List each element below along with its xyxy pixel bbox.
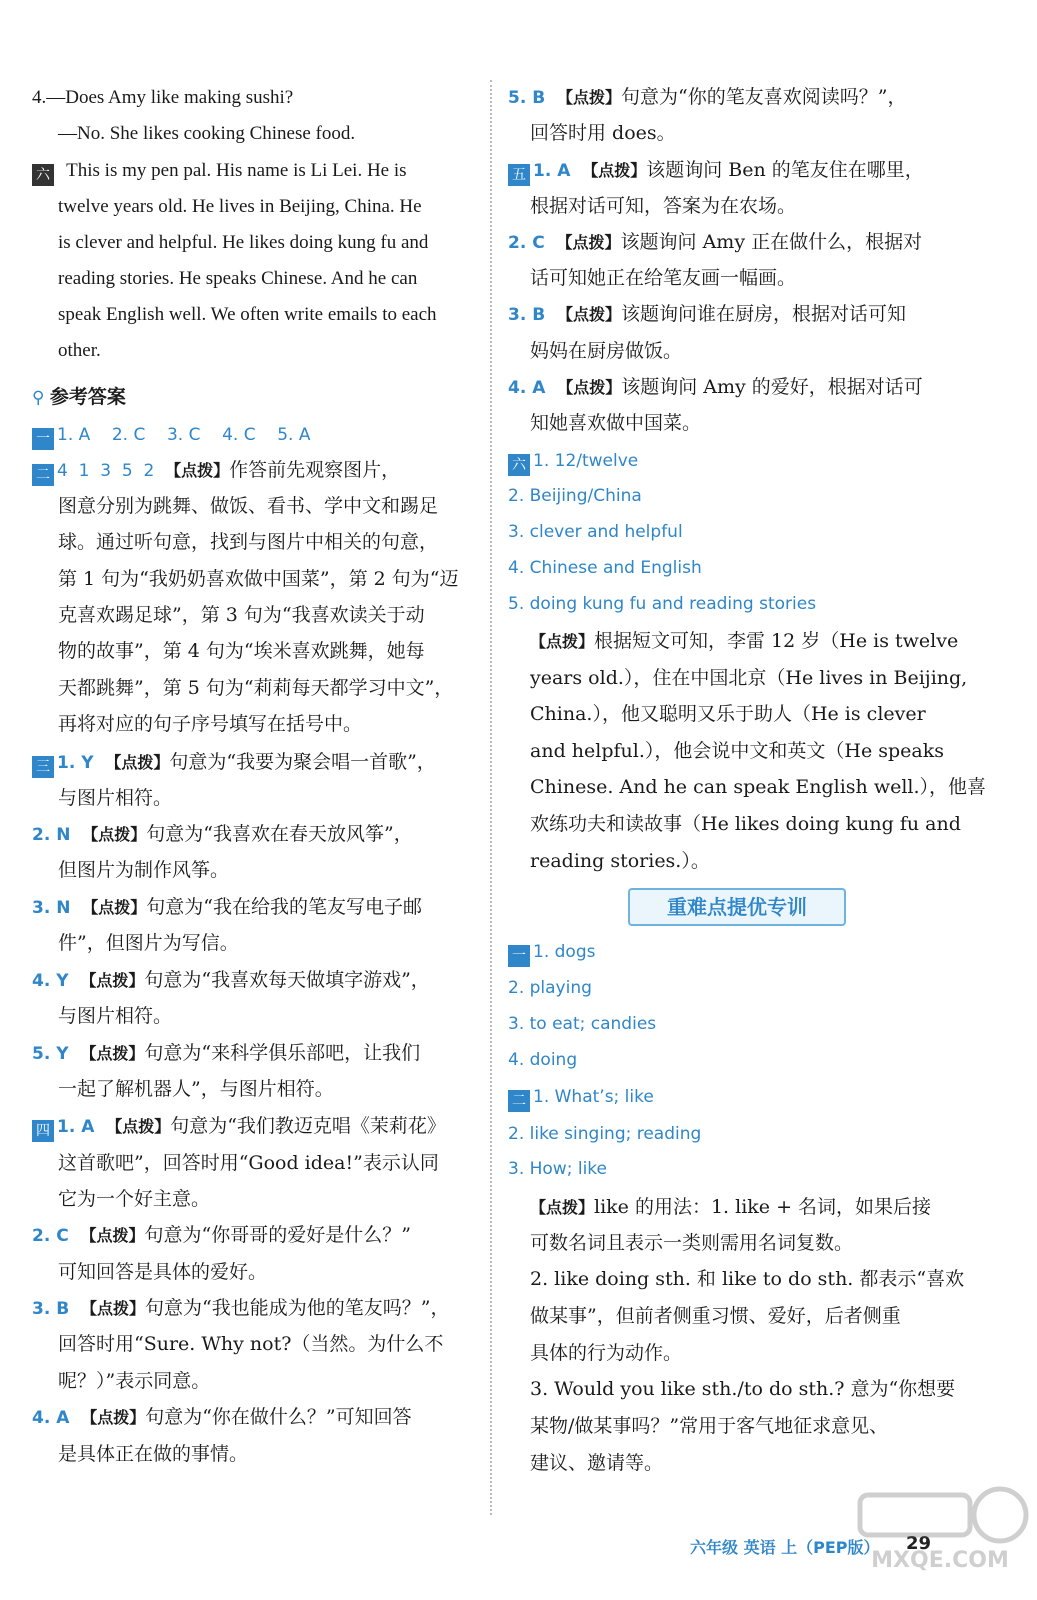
answer-text: 5. Y bbox=[32, 1044, 81, 1064]
text-span: reading stories.）。 bbox=[530, 850, 710, 872]
left-line bbox=[58, 1259, 267, 1287]
text-span: 做某事”，但前者侧重习惯、爱好，后者侧重 bbox=[530, 1305, 901, 1327]
text-span: 呢？）”表示同意。 bbox=[58, 1370, 211, 1392]
left-line bbox=[58, 493, 438, 521]
hint-tag: 【点拨】 bbox=[80, 971, 145, 990]
right-line bbox=[530, 1194, 931, 1222]
text-span: 该题询问 Amy 正在做什么，根据对 bbox=[620, 231, 923, 253]
left-line bbox=[32, 384, 126, 412]
text-span: 回答时用“Sure. Why not?（当然。为什么不 bbox=[58, 1333, 444, 1355]
text-span: 但图片为制作风筝。 bbox=[58, 859, 230, 881]
watermark-text: MXQE.COM bbox=[871, 1548, 1009, 1573]
right-line bbox=[530, 1340, 682, 1368]
text-span: 建议、邀请等。 bbox=[530, 1452, 664, 1474]
right-line bbox=[508, 301, 906, 329]
section-marker: 一 bbox=[32, 428, 54, 450]
text-span: 是具体正在做的事情。 bbox=[58, 1443, 249, 1465]
right-line bbox=[508, 374, 923, 402]
hint-tag: 【点拨】 bbox=[80, 1044, 145, 1063]
right-line bbox=[530, 774, 986, 802]
answer-text: 2. N bbox=[32, 825, 83, 845]
text-span: 句意为“你在做什么？”可知回答 bbox=[145, 1406, 412, 1428]
text-span: —Does Amy like making sushi? bbox=[46, 87, 294, 108]
right-line bbox=[530, 848, 710, 876]
right-line bbox=[508, 1083, 654, 1111]
answer-text: 3. B bbox=[32, 1299, 81, 1319]
left-line bbox=[32, 457, 400, 485]
text-span: 句意为“我们教迈克唱《茉莉花》 bbox=[170, 1115, 446, 1137]
hint-tag: 【点拨】 bbox=[557, 378, 622, 397]
right-line bbox=[508, 1046, 577, 1074]
hint-tag: 【点拨】 bbox=[105, 753, 170, 772]
section-marker: 四 bbox=[32, 1120, 54, 1142]
hint-tag: 【点拨】 bbox=[81, 1299, 146, 1318]
text-span: 妈妈在厨房做饭。 bbox=[530, 340, 683, 362]
left-line bbox=[58, 229, 428, 257]
text-span: 作答前先观察图片， bbox=[229, 459, 401, 481]
hint-tag: 【点拨】 bbox=[80, 1226, 145, 1245]
answer-text: 5. B bbox=[508, 88, 557, 108]
right-line bbox=[530, 738, 944, 766]
text-span: 第 1 句为“我奶奶喜欢做中国菜”，第 2 句为“迈 bbox=[58, 568, 459, 590]
text-span: 与图片相符。 bbox=[58, 1005, 173, 1027]
text-span: reading stories. He speaks Chinese. And he can bbox=[58, 268, 418, 289]
left-line bbox=[58, 638, 425, 666]
right-line bbox=[530, 811, 961, 839]
right-line bbox=[530, 1376, 955, 1404]
text-span: This is my pen pal. His name is Li Lei. He is bbox=[57, 160, 407, 181]
text-span: 欢练功夫和读故事（He likes doing kung fu and bbox=[530, 813, 961, 835]
text-span: 句意为“我喜欢每天做填字游戏”， bbox=[144, 969, 430, 991]
left-line bbox=[32, 1040, 420, 1068]
left-line bbox=[32, 1113, 446, 1141]
text-span: 物的故事”，第 4 句为“埃米喜欢跳舞，她每 bbox=[58, 640, 425, 662]
text-span: years old.），住在中国北京（He lives in Beijing, bbox=[530, 667, 968, 689]
left-line bbox=[58, 1186, 210, 1214]
text-span: 知她喜欢做中国菜。 bbox=[530, 412, 702, 434]
right-line bbox=[530, 265, 796, 293]
text-span: 根据对话可知，答案为在农场。 bbox=[530, 195, 797, 217]
section-marker: 五 bbox=[508, 164, 530, 186]
column-divider bbox=[490, 80, 492, 1515]
right-line bbox=[530, 338, 682, 366]
left-line bbox=[58, 265, 417, 293]
text-span: 句意为“我要为聚会唱一首歌”， bbox=[169, 751, 436, 773]
answer-text: 4. Y bbox=[32, 971, 81, 991]
right-line bbox=[508, 1010, 656, 1038]
left-line bbox=[58, 711, 362, 739]
section-marker: 六 bbox=[32, 164, 54, 186]
hint-tag: 【点拨】 bbox=[106, 1117, 171, 1136]
right-line bbox=[530, 1230, 853, 1258]
text-span: 某物/做某事吗？”常用于客气地征求意见、 bbox=[530, 1415, 889, 1437]
hint-tag: 【点拨】 bbox=[81, 1408, 146, 1427]
answer-text: 4. doing bbox=[508, 1050, 578, 1070]
text-span: 话可知她正在给笔友画一幅画。 bbox=[530, 267, 797, 289]
text-span: is clever and helpful. He likes doing kung fu and bbox=[58, 232, 429, 253]
right-line bbox=[508, 157, 924, 185]
left-line bbox=[58, 675, 453, 703]
answer-text: 1. A bbox=[57, 1117, 107, 1137]
text-span: 3. Would you like sth./to do sth.? 意为“你想要 bbox=[530, 1378, 956, 1400]
page-footer: 六年级 英语 上（PEP版） bbox=[690, 1538, 880, 1557]
right-line bbox=[530, 1303, 901, 1331]
text-span: like 的用法：1. like + 名词，如果后接 bbox=[594, 1196, 932, 1218]
text-span: 回答时用 does。 bbox=[530, 122, 676, 144]
left-line bbox=[32, 1295, 449, 1323]
text-span: 与图片相符。 bbox=[58, 787, 173, 809]
left-line bbox=[58, 1368, 210, 1396]
answer-text: 1. What’s; like bbox=[533, 1087, 654, 1107]
watermark-logo-icon bbox=[850, 1480, 1030, 1550]
left-line bbox=[58, 1441, 248, 1469]
right-line bbox=[508, 518, 683, 546]
text-span: 可知回答是具体的爱好。 bbox=[58, 1261, 268, 1283]
answer-text: 2. C bbox=[32, 1226, 81, 1246]
text-span: 可数名词且表示一类则需用名词复数。 bbox=[530, 1232, 854, 1254]
hint-tag: 【点拨】 bbox=[82, 825, 147, 844]
section-marker: 二 bbox=[32, 464, 54, 486]
text-span: 句意为“你的笔友喜欢阅读吗？”， bbox=[621, 86, 907, 108]
right-line bbox=[508, 482, 642, 510]
text-span: 克喜欢踢足球”，第 3 句为“我喜欢读关于动 bbox=[58, 604, 425, 626]
answer-text: 5. doing kung fu and reading stories bbox=[508, 594, 817, 614]
left-line bbox=[32, 821, 413, 849]
text-span: 句意为“我喜欢在春天放风筝”， bbox=[146, 823, 413, 845]
right-line bbox=[508, 447, 638, 475]
hint-tag: 【点拨】 bbox=[530, 632, 595, 651]
left-line bbox=[58, 785, 172, 813]
right-line bbox=[508, 1155, 607, 1183]
answer-text: 4. Chinese and English bbox=[508, 558, 702, 578]
section-marker: 六 bbox=[508, 454, 530, 476]
hint-tag: 【点拨】 bbox=[530, 1198, 595, 1217]
text-span: 它为一个好主意。 bbox=[58, 1188, 211, 1210]
right-line bbox=[530, 1266, 964, 1294]
section-marker: 二 bbox=[508, 1090, 530, 1112]
left-line bbox=[58, 602, 425, 630]
answer-text: 2. like singing; reading bbox=[508, 1124, 702, 1144]
section-banner: 重难点提优专训 bbox=[628, 888, 846, 926]
left-line bbox=[32, 894, 422, 922]
left-line bbox=[58, 1331, 443, 1359]
text-span: 句意为“我也能成为他的笔友吗？”， bbox=[145, 1297, 450, 1319]
answer-text: 1. 12/twelve bbox=[533, 451, 639, 471]
left-line bbox=[58, 337, 101, 365]
right-line bbox=[508, 974, 592, 1002]
hint-tag: 【点拨】 bbox=[557, 88, 622, 107]
right-line bbox=[508, 554, 702, 582]
left-line bbox=[58, 193, 422, 221]
answer-text: 1. A 2. C 3. C 4. C 5. A bbox=[57, 425, 311, 445]
left-line bbox=[58, 857, 229, 885]
text-span: 这首歌吧”，回答时用“Good idea!”表示认同 bbox=[58, 1152, 439, 1174]
right-line bbox=[530, 1450, 663, 1478]
right-line bbox=[530, 628, 958, 656]
text-span: 该题询问谁在厨房，根据对话可知 bbox=[621, 303, 907, 325]
answer-text: 1. dogs bbox=[533, 942, 596, 962]
answer-text: 1. Y bbox=[57, 753, 106, 773]
text-span: twelve years old. He lives in Beijing, China. He bbox=[58, 196, 422, 217]
text-span: 句意为“你哥哥的爱好是什么？” bbox=[144, 1224, 411, 1246]
text-span: 图意分别为跳舞、做饭、看书、学中文和踢足 bbox=[58, 495, 439, 517]
text-span: 2. like doing sth. 和 like to do sth. 都表示“喜欢 bbox=[530, 1268, 965, 1290]
left-line bbox=[32, 1222, 411, 1250]
text-span: 句意为“来科学俱乐部吧，让我们 bbox=[144, 1042, 421, 1064]
hint-tag: 【点拨】 bbox=[582, 161, 647, 180]
answer-text: 3. B bbox=[508, 305, 557, 325]
right-line bbox=[508, 590, 816, 618]
left-line bbox=[32, 84, 293, 112]
answer-text: 2. Beijing/China bbox=[508, 486, 642, 506]
left-line bbox=[32, 967, 430, 995]
text-span: China.），他又聪明又乐于助人（He is clever bbox=[530, 703, 926, 725]
answer-text: 2. playing bbox=[508, 978, 592, 998]
text-span: 具体的行为动作。 bbox=[530, 1342, 683, 1364]
answer-text: 4 1 3 5 2 bbox=[57, 461, 166, 481]
watermark bbox=[850, 1480, 1030, 1590]
right-line bbox=[530, 665, 967, 693]
right-line bbox=[530, 410, 701, 438]
answer-text: 2. C bbox=[508, 233, 557, 253]
hint-tag: 【点拨】 bbox=[557, 305, 622, 324]
text-span: 再将对应的句子序号填写在括号中。 bbox=[58, 713, 363, 735]
text-span: 该题询问 Amy 的爱好，根据对话可 bbox=[621, 376, 923, 398]
text-span: 件”，但图片为写信。 bbox=[58, 932, 239, 954]
text-span: —No. She likes cooking Chinese food. bbox=[58, 123, 356, 144]
text-span: 天都跳舞”，第 5 句为“莉莉每天都学习中文”， bbox=[58, 677, 454, 699]
answer-text: 1. A bbox=[533, 161, 583, 181]
section-marker: 一 bbox=[508, 945, 530, 967]
answer-text: 3. clever and helpful bbox=[508, 522, 683, 542]
text-span: 句意为“我在给我的笔友写电子邮 bbox=[146, 896, 423, 918]
hint-tag: 【点拨】 bbox=[82, 898, 147, 917]
section-marker: 三 bbox=[32, 756, 54, 778]
text-span: other. bbox=[58, 340, 101, 361]
left-line bbox=[58, 1003, 172, 1031]
right-line bbox=[508, 1120, 701, 1148]
left-line bbox=[32, 749, 436, 777]
hint-tag: 【点拨】 bbox=[556, 233, 621, 252]
right-line bbox=[508, 938, 595, 966]
text-span: 根据短文可知，李雷 12 岁（He is twelve bbox=[594, 630, 959, 652]
left-line bbox=[32, 421, 310, 449]
answer-text: 3. N bbox=[32, 898, 83, 918]
right-line bbox=[530, 120, 676, 148]
text-span: 一起了解机器人”，与图片相符。 bbox=[58, 1078, 334, 1100]
hint-tag: 【点拨】 bbox=[165, 461, 230, 480]
text-span: speak English well. We often write emails to each bbox=[58, 304, 437, 325]
answer-text: ⚲ bbox=[32, 388, 50, 408]
left-line bbox=[58, 120, 355, 148]
left-line bbox=[58, 529, 438, 557]
text-span: 4. bbox=[32, 87, 47, 108]
answer-text: 3. How; like bbox=[508, 1159, 607, 1179]
left-line bbox=[32, 157, 407, 185]
left-line bbox=[32, 1404, 412, 1432]
right-line bbox=[530, 701, 926, 729]
right-line bbox=[508, 229, 922, 257]
answer-text: 4. A bbox=[32, 1408, 82, 1428]
right-line bbox=[530, 193, 796, 221]
text-span: 球。通过听句意，找到与图片中相关的句意， bbox=[58, 531, 439, 553]
answer-text: 4. A bbox=[508, 378, 558, 398]
left-line bbox=[58, 566, 458, 594]
text-span: 参考答案 bbox=[49, 386, 126, 408]
page-number: 29 bbox=[906, 1533, 932, 1554]
text-span: 该题询问 Ben 的笔友住在哪里， bbox=[646, 159, 924, 181]
left-line bbox=[58, 1150, 439, 1178]
left-line bbox=[58, 301, 437, 329]
answer-text: 3. to eat; candies bbox=[508, 1014, 657, 1034]
text-span: and helpful.），他会说中文和英文（He speaks bbox=[530, 740, 944, 762]
text-span: Chinese. And he can speak English well.），他喜 bbox=[530, 776, 987, 798]
left-line bbox=[58, 1076, 334, 1104]
left-line bbox=[58, 930, 239, 958]
right-line bbox=[530, 1413, 888, 1441]
right-line bbox=[508, 84, 906, 112]
